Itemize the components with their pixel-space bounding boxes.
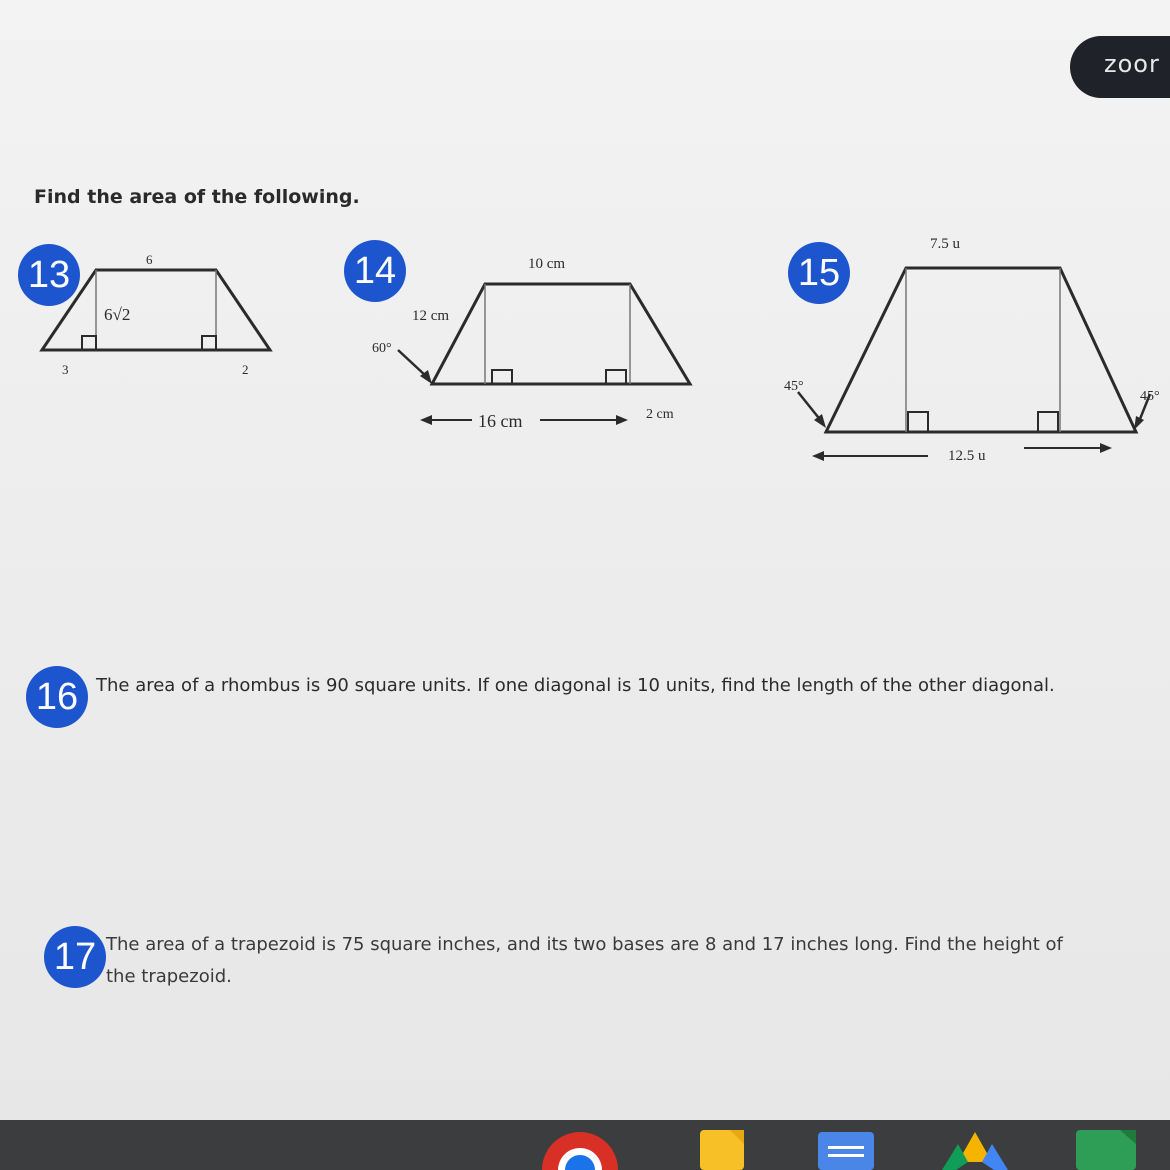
p15-bottom-label: 12.5 u xyxy=(948,448,986,464)
zoom-button[interactable] xyxy=(1070,36,1170,98)
taskbar xyxy=(0,1120,1170,1170)
files-icon[interactable] xyxy=(700,1130,744,1170)
sheets-icon[interactable] xyxy=(1076,1130,1136,1170)
p14-right-label: 2 cm xyxy=(646,407,674,422)
problem-15-figure xyxy=(778,226,1170,476)
problem-14-number: 14 xyxy=(344,240,406,302)
p14-bottom-label: 16 cm xyxy=(478,411,523,431)
docs-icon[interactable] xyxy=(818,1132,874,1170)
p15-angle-left-label: 45° xyxy=(784,379,804,394)
problem-13-number: 13 xyxy=(18,244,80,306)
p13-height-label: 6√2 xyxy=(104,305,131,324)
problem-16-number: 16 xyxy=(26,666,88,728)
p13-top-label: 6 xyxy=(146,252,153,267)
problem-14-figure xyxy=(360,248,710,438)
problem-17-number: 17 xyxy=(44,926,106,988)
instructions: Find the area of the following. xyxy=(34,186,360,208)
zoom-button-label: zoor xyxy=(1104,50,1160,78)
p13-left-bottom-label: 3 xyxy=(62,362,69,377)
problem-13-figure xyxy=(30,250,290,390)
chrome-icon[interactable] xyxy=(540,1130,620,1170)
p15-top-label: 7.5 u xyxy=(930,236,960,252)
p15-angle-right-label: 45° xyxy=(1140,389,1160,404)
problem-16-text: The area of a rhombus is 90 square units. If one diagonal is 10 units, find the length of the other diagonal. xyxy=(96,675,1055,696)
problem-15-number: 15 xyxy=(788,242,850,304)
problem-17-text-line2: the trapezoid. xyxy=(106,966,232,987)
drive-icon[interactable] xyxy=(942,1132,1008,1170)
p14-side-label: 12 cm xyxy=(412,308,450,324)
problem-17-text-line1: The area of a trapezoid is 75 square inches, and its two bases are 8 and 17 inches long. Find the height of xyxy=(106,934,1063,955)
p14-top-label: 10 cm xyxy=(528,256,566,272)
p13-right-bottom-label: 2 xyxy=(242,362,249,377)
p14-angle-label: 60° xyxy=(372,341,392,356)
